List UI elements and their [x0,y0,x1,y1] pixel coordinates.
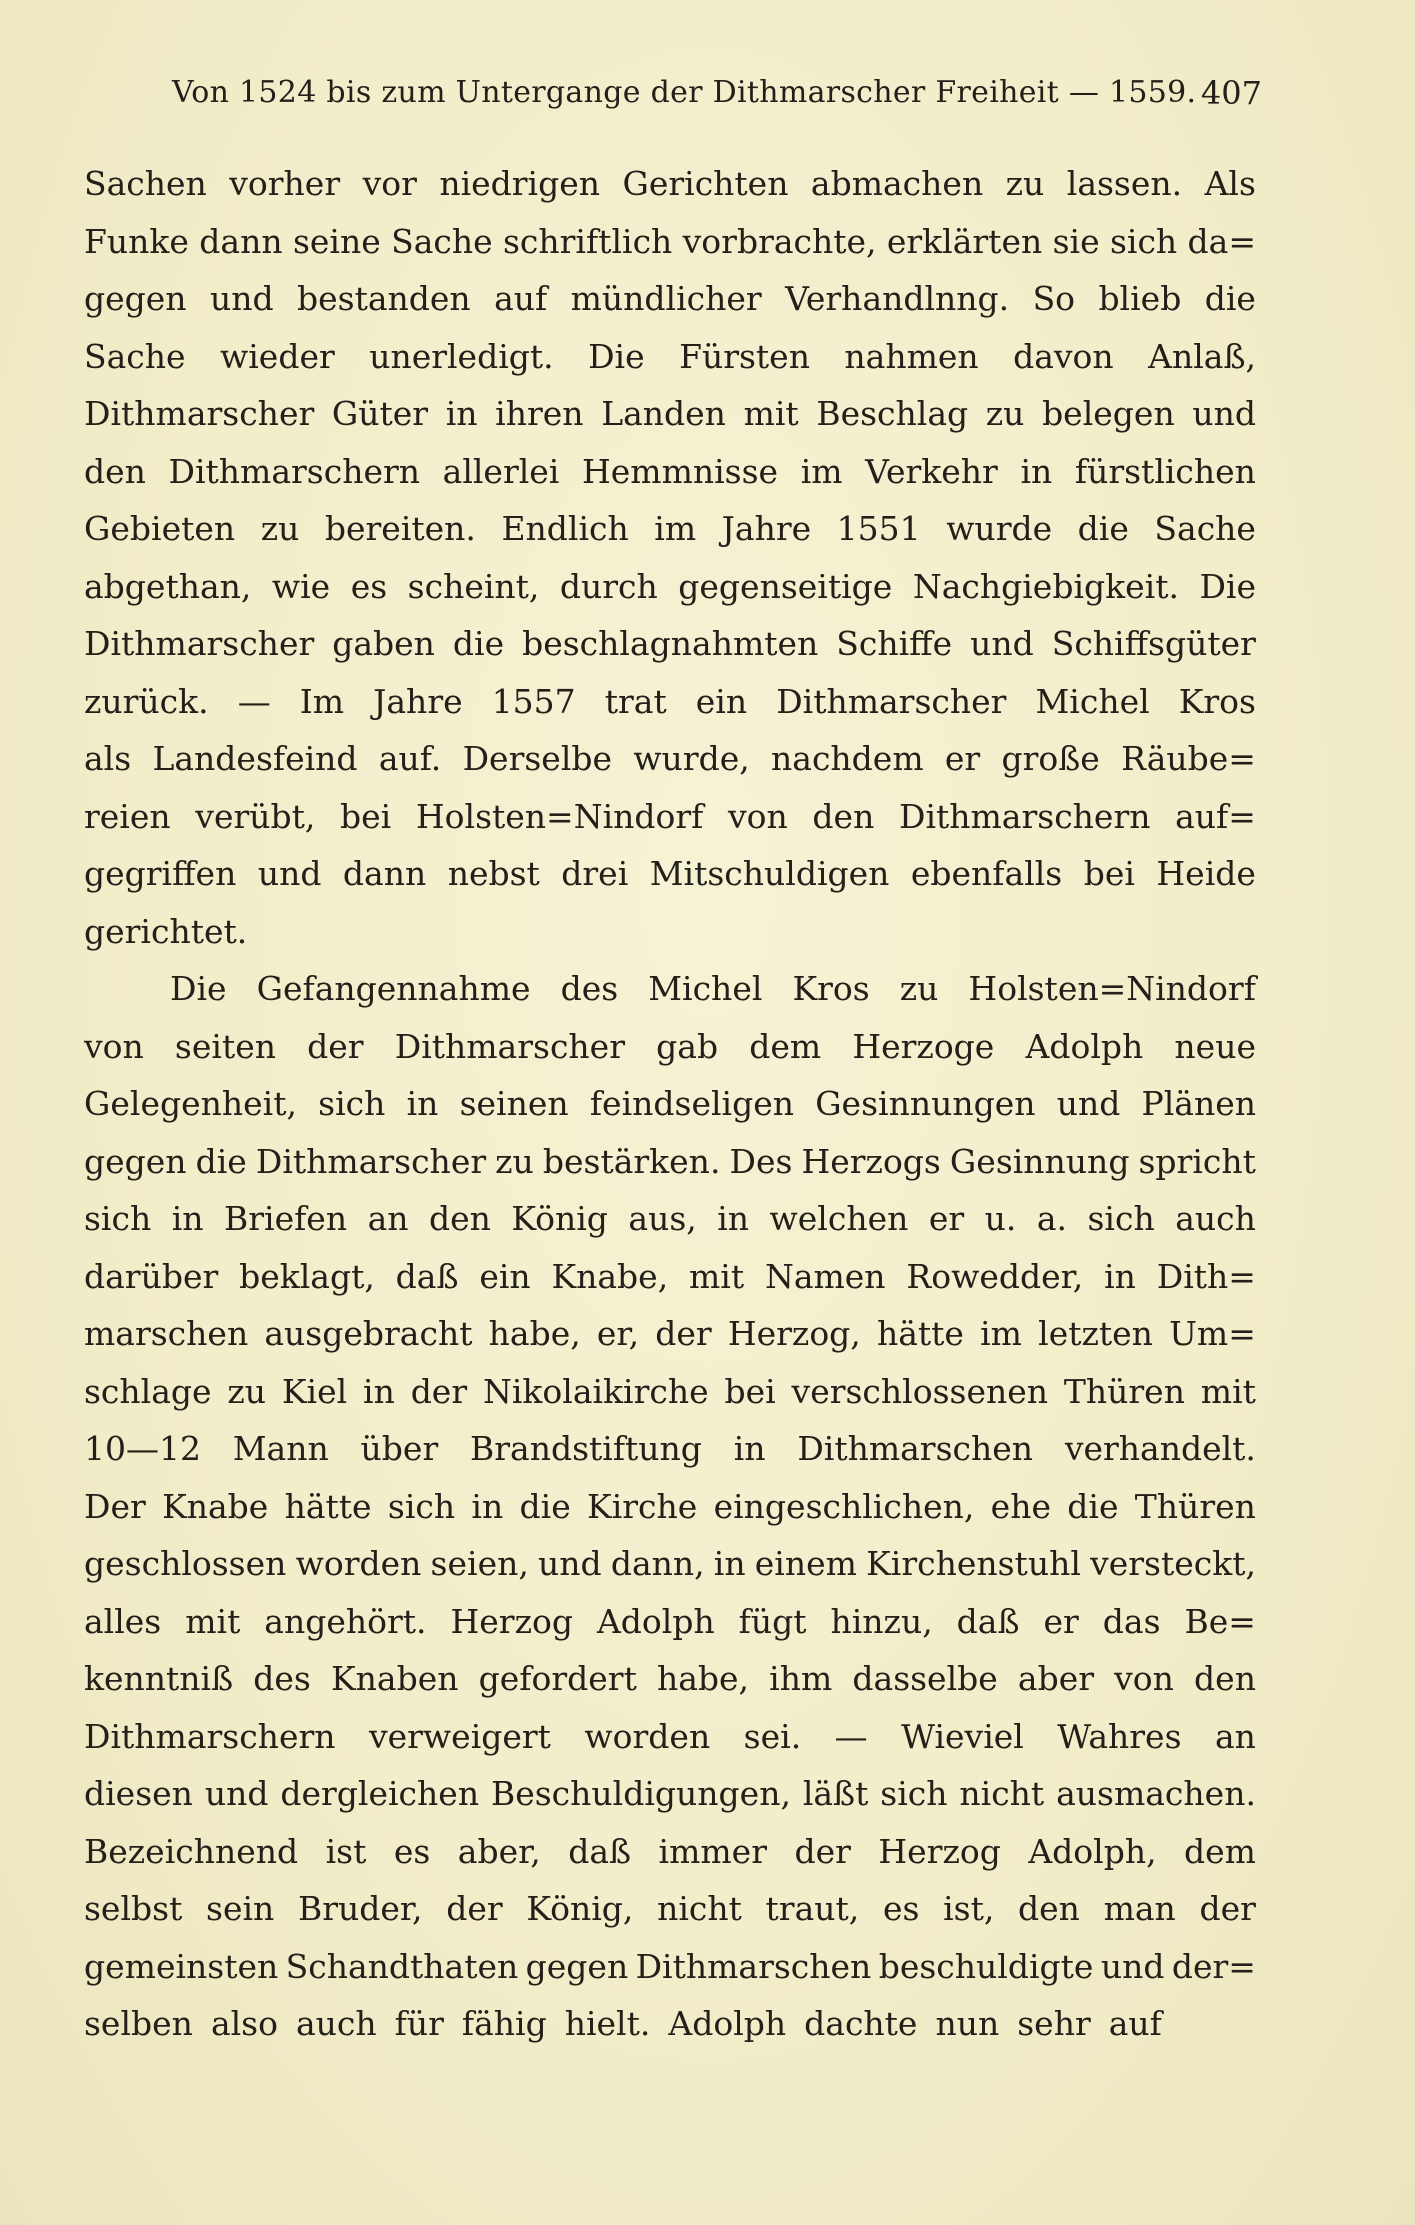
text-line: schlage zu Kiel in der Nikolaikirche bei verschlossenen Thüren mit [84,1371,1256,1411]
text-line: den Dithmarschern allerlei Hemmnisse im Verkehr in fürstlichen [84,451,1256,491]
text-line: kenntniß des Knaben gefordert habe, ihm dasselbe aber von den [84,1659,1256,1698]
text-line: von seiten der Dithmarscher gab dem Herzoge Adolph neue [84,1026,1256,1066]
text-line: darüber beklagt, daß ein Knabe, mit Namen Rowedder, in Dith= [84,1256,1256,1296]
text-line: 10—12 Mann über Brandstiftung in Dithmarschen verhandelt. [84,1429,1256,1468]
text-line: gegen die Dithmarscher zu bestärken. Des Herzogs Gesinnung spricht [84,1141,1256,1181]
text-line: gemeinsten Schandthaten gegen Dithmarschen beschuldigte und der= [84,1946,1256,1986]
text-line: Der Knabe hätte sich in die Kirche eingeschlichen, ehe die Thüren [84,1486,1256,1526]
text-line: sich in Briefen an den König aus, in welchen er u. a. sich auch [84,1199,1256,1238]
text-line: diesen und dergleichen Beschuldigungen, läßt sich nicht ausmachen. [84,1774,1256,1813]
text-line: marschen ausgebracht habe, er, der Herzog, hätte im letzten Um= [84,1314,1256,1353]
text-line: selben also auch für fähig hielt. Adolph dachte nun sehr auf [84,2004,1162,2043]
text-line: Die Gefangennahme des Michel Kros zu Holsten=Nindorf [170,969,1256,1008]
text-line: zurück. — Im Jahre 1557 trat ein Dithmarscher Michel Kros [84,681,1256,721]
text-line: Dithmarschern verweigert worden sei. — Wieviel Wahres an [84,1716,1256,1756]
text-line: Bezeichnend ist es aber, daß immer der Herzog Adolph, dem [84,1831,1256,1871]
text-line: Dithmarscher gaben die beschlagnahmten Schiffe und Schiffsgüter [84,624,1256,663]
text-line: gegriffen und dann nebst drei Mitschuldigen ebenfalls bei Heide [84,854,1256,893]
text-line: Funke dann seine Sache schriftlich vorbrachte, erklärten sie sich da= [84,221,1256,261]
text-line: Sache wieder unerledigt. Die Fürsten nahmen davon Anlaß, [84,336,1256,376]
text-line: Dithmarscher Güter in ihren Landen mit Beschlag zu belegen und [84,394,1256,433]
text-line: Sachen vorher vor niedrigen Gerichten abmachen zu lassen. Als [84,164,1256,203]
body-text [84,155,1256,2053]
text-line: selbst sein Bruder, der König, nicht traut, es ist, den man der [84,1889,1256,1928]
text-line: abgethan, wie es scheint, durch gegenseitige Nachgiebigkeit. Die [84,566,1256,606]
running-title: Von 1524 bis zum Untergange der Dithmarscher Freiheit — 1559. [172,75,1197,110]
text-line: geschlossen worden seien, und dann, in einem Kirchenstuhl versteckt, [84,1544,1256,1583]
text-line: reien verübt, bei Holsten=Nindorf von den Dithmarschern auf= [84,796,1256,836]
text-line: Gebieten zu bereiten. Endlich im Jahre 1551 wurde die Sache [84,509,1256,548]
running-head [172,68,1262,118]
text-line: gegen und bestanden auf mündlicher Verhandlnng. So blieb die [84,279,1256,318]
text-line: als Landesfeind auf. Derselbe wurde, nachdem er große Räube= [84,739,1256,778]
page-number: 407 [1200,74,1262,112]
text-line: gerichtet. [84,911,248,951]
text-line: alles mit angehört. Herzog Adolph fügt hinzu, daß er das Be= [84,1601,1256,1641]
text-line: Gelegenheit, sich in seinen feindseligen Gesinnungen und Plänen [84,1084,1256,1123]
